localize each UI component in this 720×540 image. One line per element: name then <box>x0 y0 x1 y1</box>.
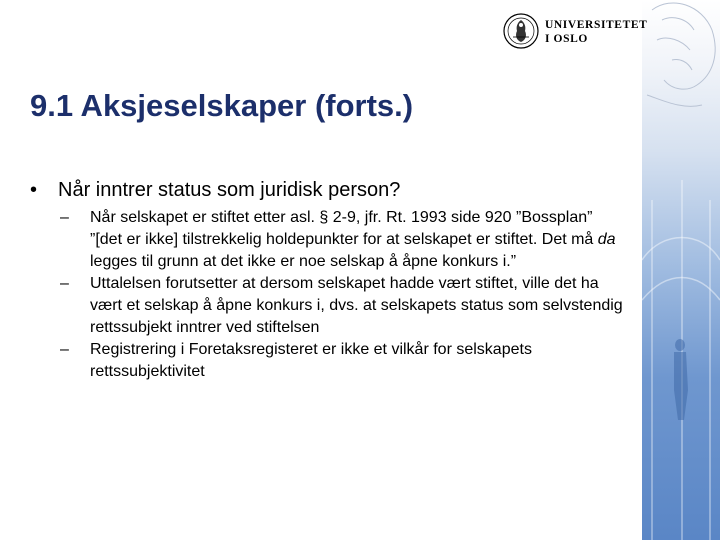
sub-bullet-list <box>60 207 630 383</box>
sub-bullet-line: Når selskapet er stiftet etter asl. § 2-9, jfr. Rt. 1993 side 920 ”Bossplan” <box>90 209 593 226</box>
slide-title: 9.1 Aksjeselskaper (forts.) <box>30 88 414 123</box>
dash-marker: – <box>60 341 69 358</box>
sub-bullet-item-2 <box>60 273 630 339</box>
logo-text-line1: UNIVERSITETET <box>545 19 648 31</box>
bullet-text: Når inntrer status som juridisk person? <box>58 179 401 201</box>
slide-body <box>30 178 630 383</box>
quote-part-b: legges til grunn at det ikke er noe selskap å åpne konkurs i.” <box>90 253 517 270</box>
quote-italic-word: da <box>597 231 616 248</box>
sub-bullet-item-3 <box>60 339 630 383</box>
decorative-side-strip <box>642 0 720 540</box>
decorative-figure-image <box>642 0 720 540</box>
dash-marker: – <box>60 209 69 226</box>
bullet-item <box>30 178 630 203</box>
bullet-marker: • <box>30 179 38 201</box>
sub-bullet-text: Registrering i Foretaksregisteret er ikke et vilkår for selskapets rettssubjektivitet <box>90 341 532 380</box>
quote-text <box>90 229 650 273</box>
sub-bullet-text <box>90 207 630 229</box>
header-divider <box>0 68 642 70</box>
sub-bullet-text: Uttalelsen forutsetter at dersom selskapet hadde vært stiftet, ville det ha vært et selskap å åpne konkurs i, dvs. at selskapets status som selvstendig rettssubjekt inntrer ved stiftelsen <box>90 275 623 336</box>
university-logo[interactable] <box>503 13 648 51</box>
dash-marker: – <box>60 275 69 292</box>
quote-part-a: ”[det er ikke] tilstrekkelig holdepunkter for at selskapet er stiftet. Det må <box>90 231 598 248</box>
sub-bullet-item-1 <box>60 207 630 229</box>
university-seal-icon <box>503 13 539 49</box>
logo-text-line2: I OSLO <box>545 33 588 45</box>
